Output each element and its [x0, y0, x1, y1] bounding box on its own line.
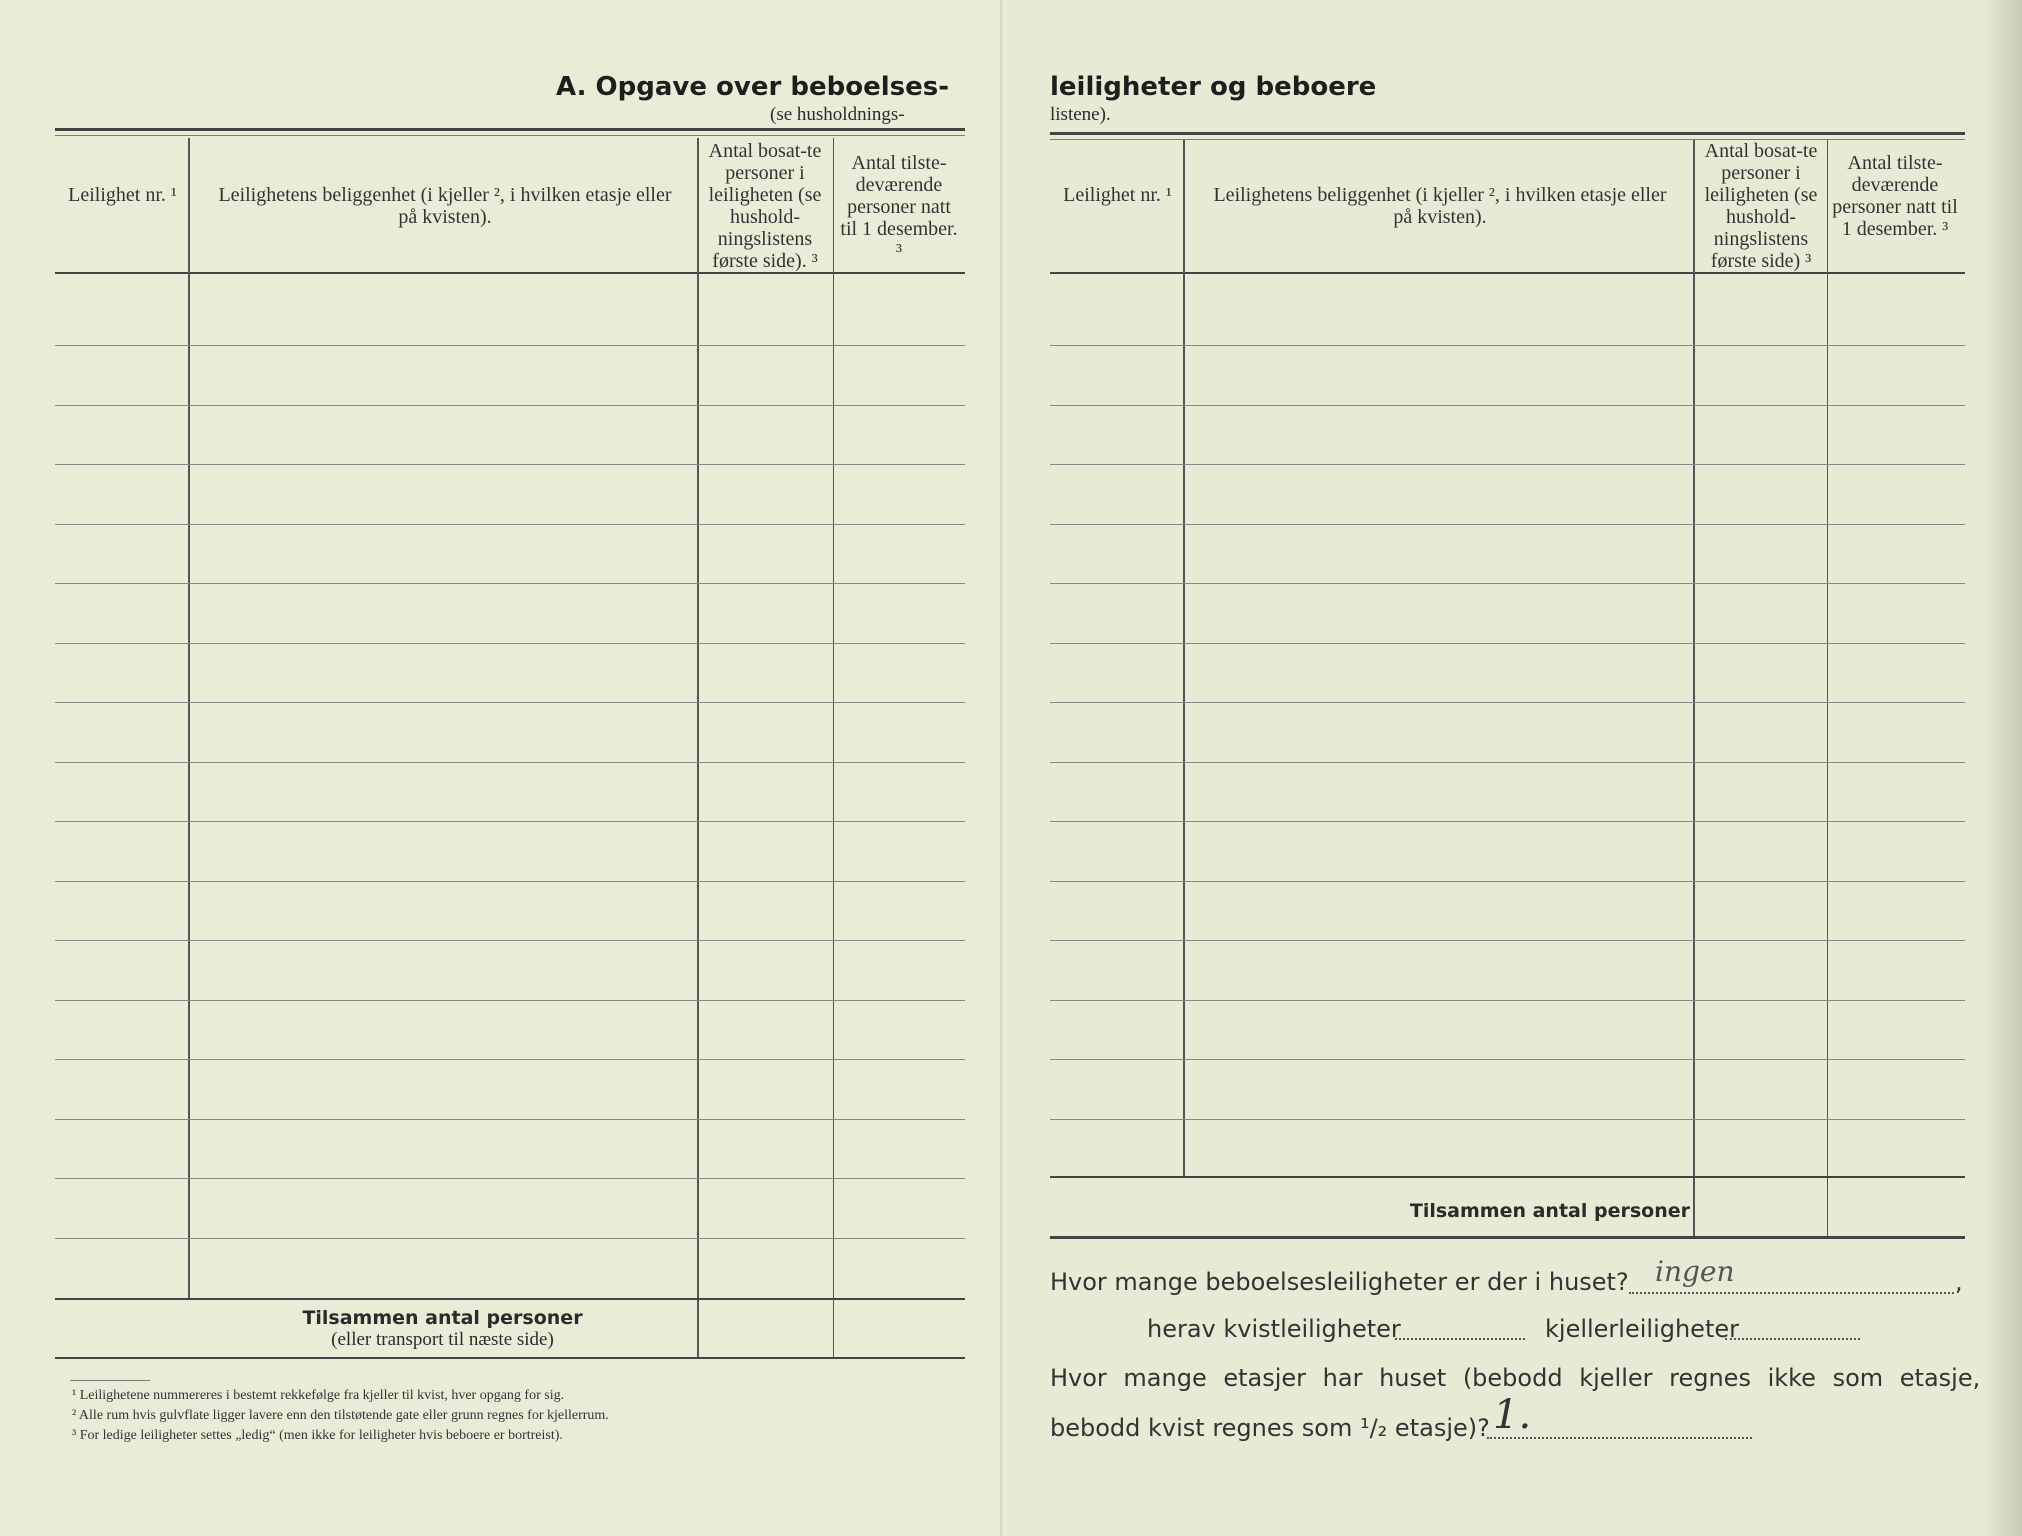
table-row-rule [1050, 1000, 1965, 1001]
table-row-rule [55, 821, 965, 822]
table-row-rule [1050, 583, 1965, 584]
right-page [1005, 0, 2022, 1536]
footnote-rule [70, 1380, 150, 1381]
question-dormer-apartments: herav kvistleiligheter [1147, 1315, 1401, 1343]
right-table-body-bottom [1050, 1176, 1965, 1178]
table-body-bottom [55, 1298, 965, 1300]
right-col-header-location: Leilighetens beliggenhet (i kjeller ², i hvilken etasje eller på kvisten). [1213, 184, 1667, 228]
left-total-label: Tilsammen antal personer [302, 1307, 583, 1329]
table-row-rule [1050, 702, 1965, 703]
table-row-rule [1050, 940, 1965, 941]
col-divider-1 [188, 138, 190, 1298]
table-row-rule [55, 940, 965, 941]
table-row-rule [1050, 345, 1965, 346]
question-floor-count-line2: bebodd kvist regnes som ¹/₂ etasje)? [1050, 1414, 1490, 1442]
left-page [0, 0, 1005, 1536]
right-col-header-apartment-nr: Leilighet nr. ¹ [1063, 184, 1172, 206]
col-header-apartment-nr: Leilighet nr. ¹ [68, 184, 177, 206]
question-basement-apartments: kjellerleiligheter [1545, 1315, 1739, 1343]
table-row-rule [1050, 1119, 1965, 1120]
answer-line-apartment-count [1629, 1292, 1954, 1294]
question-1-end: , [1955, 1268, 1963, 1296]
table-top-border [55, 128, 965, 131]
right-col-header-resident-count: Antal bosat-te personer i leiligheten (se hushold-ningslistens første side) ³ [1704, 140, 1818, 272]
table-row-rule [55, 524, 965, 525]
question-floor-count-line1: Hvor mange etasjer har huset (bebodd kjeller regnes ikke som etasje, [1050, 1364, 1981, 1392]
footnote-2: ² Alle rum hvis gulvflate ligger lavere enn den tilstøtende gate eller grunn regnes for kjellerrum. [72, 1408, 609, 1423]
answer-line-floor-count [1487, 1437, 1752, 1439]
right-col-divider-2 [1693, 140, 1695, 1236]
table-row-rule [55, 643, 965, 644]
table-row-rule [1050, 643, 1965, 644]
table-row-rule [55, 702, 965, 703]
table-row-rule [55, 881, 965, 882]
col-header-location: Leilighetens beliggenhet (i kjeller ², i hvilken etasje eller på kvisten). [218, 184, 672, 228]
right-total-label: Tilsammen antal personer [1409, 1200, 1690, 1222]
col-divider-3 [833, 138, 834, 1358]
answer-line-basement [1725, 1338, 1860, 1340]
table-header-bottom [55, 272, 965, 274]
table-total-bottom [55, 1357, 965, 1359]
table-row-rule [1050, 762, 1965, 763]
right-table-total-bottom [1050, 1236, 1965, 1239]
table-row-rule [55, 1238, 965, 1239]
table-row-rule [55, 1000, 965, 1001]
footnote-3: ³ For ledige leiligheter settes „ledig“ (men ikke for leiligheter hvis beboere er bortreist). [72, 1428, 563, 1443]
right-page-heading: leiligheter og beboere [1050, 72, 1377, 102]
answer-apartment-count: ingen [1655, 1255, 1735, 1288]
answer-line-dormer [1395, 1338, 1525, 1340]
footnote-1: ¹ Leilighetene nummereres i bestemt rekkefølge fra kjeller til kvist, hver opgang for sig. [72, 1388, 565, 1403]
table-top-rule [55, 135, 965, 136]
table-row-rule [1050, 524, 1965, 525]
table-row-rule [55, 1178, 965, 1179]
col-header-resident-count: Antal bosat-te personer i leiligheten (se hushold-ningslistens første side). ³ [708, 140, 822, 272]
col-header-present-count: Antal tilste-deværende personer natt til 1 desember. ³ [840, 152, 958, 262]
left-page-subheading: (se husholdnings- [770, 104, 905, 125]
left-total-sub: (eller transport til næste side) [331, 1329, 554, 1350]
table-row-rule [1050, 1059, 1965, 1060]
table-row-rule [55, 1119, 965, 1120]
table-row-rule [55, 345, 965, 346]
table-row-rule [1050, 881, 1965, 882]
right-col-divider-3 [1827, 140, 1828, 1236]
table-row-rule [1050, 405, 1965, 406]
right-page-subheading: listene). [1050, 104, 1111, 125]
right-col-header-present-count: Antal tilste-deværende personer natt til 1 desember. ³ [1832, 152, 1958, 240]
table-row-rule [55, 583, 965, 584]
right-paper-edge [1982, 0, 2022, 1536]
col-divider-2 [697, 138, 699, 1358]
table-row-rule [1050, 464, 1965, 465]
table-row-rule [55, 762, 965, 763]
right-table-top-border [1050, 132, 1965, 135]
left-page-heading: A. Opgave over beboelses- [556, 72, 949, 102]
table-row-rule [55, 464, 965, 465]
table-row-rule [55, 1059, 965, 1060]
question-apartment-count: Hvor mange beboelsesleiligheter er der i huset? [1050, 1268, 1629, 1296]
table-row-rule [1050, 821, 1965, 822]
answer-floor-count: 1. [1493, 1392, 1532, 1438]
right-col-divider-1 [1183, 140, 1185, 1176]
table-row-rule [55, 405, 965, 406]
